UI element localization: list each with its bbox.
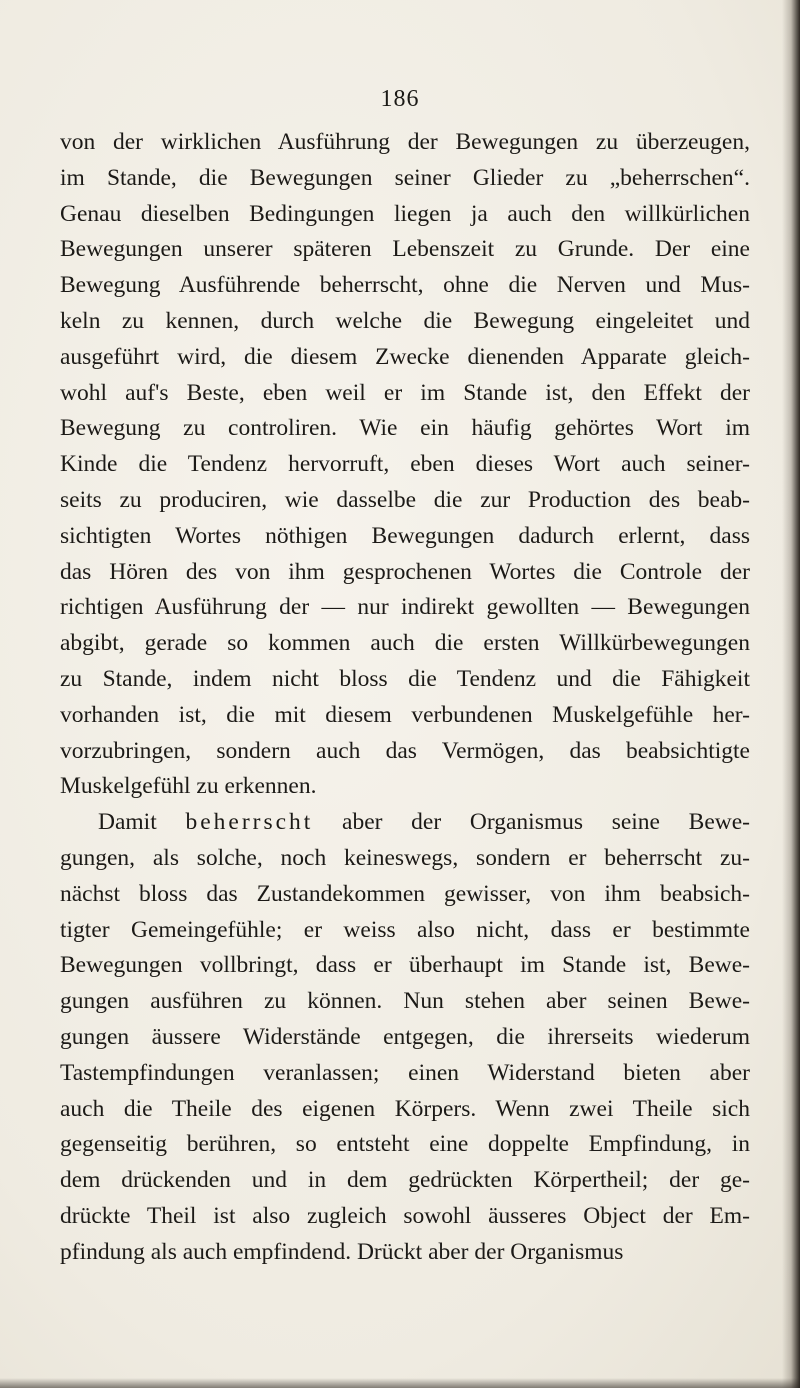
text-line: das Hören des von ihm gesprochenen Wortes die Controle der: [60, 558, 750, 585]
text-line: wohl auf's Beste, eben weil er im Stande ist, den Effekt der: [60, 379, 750, 406]
emphasized-word: beherrscht: [185, 809, 314, 836]
text-line: drückte Theil ist also zugleich sowohl äusseres Object der Em-: [60, 1202, 750, 1229]
text-line: von der wirklichen Ausführung der Bewegungen zu überzeugen,: [60, 129, 750, 155]
text-line: richtigen Ausführung der — nur indirekt gewollten — Bewegungen: [60, 594, 750, 621]
text-line: nächst bloss das Zustandekommen gewisser, von ihm beabsich-: [60, 880, 750, 907]
text-line: Bewegungen vollbringt, dass er überhaupt im Stande ist, Bewe-: [60, 952, 750, 979]
text-line: vorzubringen, sondern auch das Vermögen, das beabsichtigte: [60, 737, 750, 764]
text-fragment: aber der Organismus seine Bewe-: [342, 809, 751, 836]
text-line: vorhanden ist, die mit diesem verbundenen Muskelgefühle her-: [60, 701, 750, 728]
text-line: auch die Theile des eigenen Körpers. Wenn zwei Theile sich: [60, 1095, 750, 1122]
text-line: Bewegung zu controliren. Wie ein häufig gehörtes Wort im: [60, 415, 750, 442]
text-line: gungen, als solche, noch keineswegs, sondern er beherrscht zu-: [60, 844, 750, 871]
page-number: 186: [380, 86, 420, 112]
paragraph-first-line: [60, 805, 750, 841]
text-line: Kinde die Tendenz hervorruft, eben dieses Wort auch seiner-: [60, 451, 750, 478]
text-line: gungen ausführen zu können. Nun stehen aber seinen Bewe-: [60, 988, 750, 1015]
page-bottom-shadow: [0, 1378, 800, 1388]
text-fragment: Damit: [98, 809, 157, 836]
text-line: gungen äussere Widerstände entgegen, die ihrerseits wiederum: [60, 1023, 750, 1050]
text-line: seits zu produciren, wie dasselbe die zur Production des beab-: [60, 486, 750, 513]
text-line: tigter Gemeingefühle; er weiss also nicht, dass er bestimmte: [60, 916, 750, 943]
text-line: keln zu kennen, durch welche die Bewegung eingeleitet und: [60, 307, 750, 334]
text-line: Tastempfindungen veranlassen; einen Widerstand bieten aber: [60, 1059, 750, 1086]
text-line: sichtigten Wortes nöthigen Bewegungen dadurch erlernt, dass: [60, 522, 750, 549]
text-line: Bewegung Ausführende beherrscht, ohne die Nerven und Mus-: [60, 272, 750, 299]
text-line: Genau dieselben Bedingungen liegen ja auch den willkürlichen: [60, 200, 750, 227]
text-line: ausgeführt wird, die diesem Zwecke dienenden Apparate gleich-: [60, 343, 750, 370]
text-line: gegenseitig berühren, so entsteht eine doppelte Empfindung, in: [60, 1131, 750, 1158]
text-line: zu Stande, indem nicht bloss die Tendenz und die Fähigkeit: [60, 665, 750, 692]
page-edge-shadow: [782, 0, 800, 1388]
text-line: im Stande, die Bewegungen seiner Glieder zu „beherrschen“.: [60, 164, 750, 191]
text-line: Muskelgefühl zu erkennen.: [60, 773, 317, 800]
text-line: dem drückenden und in dem gedrückten Körpertheil; der ge-: [60, 1167, 750, 1194]
text-line: pfindung als auch empfindend. Drückt aber der Organismus: [60, 1238, 624, 1265]
text-line: abgibt, gerade so kommen auch die ersten Willkürbewegungen: [60, 630, 750, 657]
body-text: [60, 125, 750, 1271]
text-line: Bewegungen unserer späteren Lebenszeit zu Grunde. Der eine: [60, 236, 750, 263]
